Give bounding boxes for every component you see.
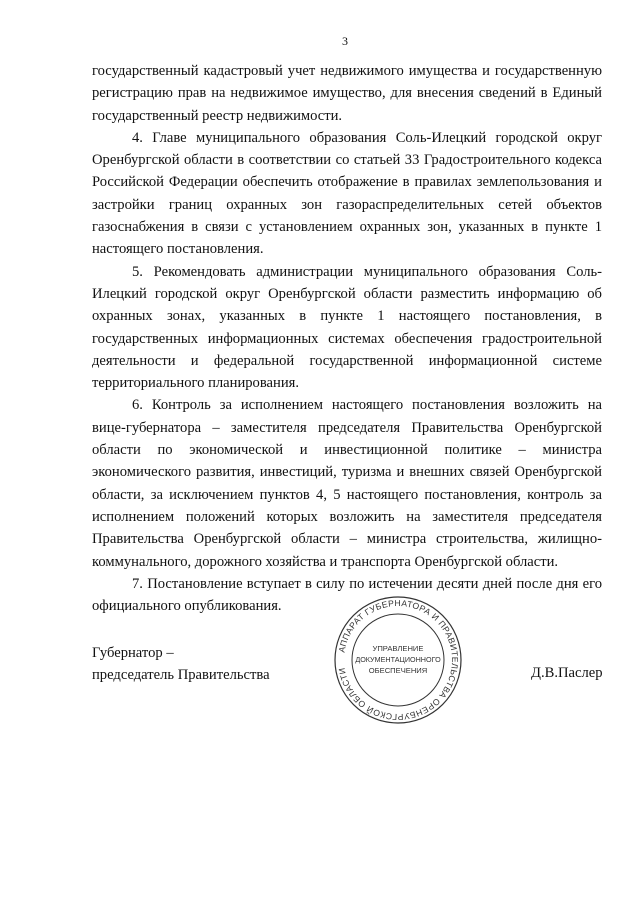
- signatory-name: Д.В.Паслер: [531, 665, 603, 681]
- paragraph-4: 4. Главе муниципального образования Соль-Илецкий городской округ Оренбургской области в соответствии со статьей 33 Градостроительного кодекса Российской Федерации обеспечить отображение в правилах землепользования и застройки границ охранных зон газораспределительных сетей объектов газоснабжения в связи с установлением охранных зон, указанных в пункте 1 настоящего постановления.: [92, 129, 602, 258]
- page-number: 3: [342, 34, 348, 48]
- seal-inner-line1: УПРАВЛЕНИЕ: [372, 644, 424, 653]
- paragraph-7: 7. Постановление вступает в силу по истечении десяти дней после дня его официального опубликования.: [92, 575, 602, 615]
- seal-inner-line3: ОБЕСПЕЧЕНИЯ: [368, 666, 428, 675]
- seal-inner-line2: ДОКУМЕНТАЦИОННОГО: [355, 655, 441, 664]
- document-body: [92, 60, 602, 617]
- official-seal: [333, 595, 463, 725]
- seal-outer-text: АППАРАТ ГУБЕРНАТОРА И ПРАВИТЕЛЬСТВА ОРЕНБУРГСКОЙ ОБЛАСТИ: [336, 597, 461, 723]
- paragraph-continuation: государственный кадастровый учет недвижимого имущества и государственную регистрацию прав на недвижимое имущество, для внесения сведений в Единый государственный реестр недвижимости.: [92, 63, 602, 124]
- signatory-position-line1: Губернатор –: [92, 645, 174, 661]
- signatory-position: [92, 642, 270, 687]
- paragraph-5: 5. Рекомендовать администрации муниципального образования Соль-Илецкий городской округ Оренбургской области разместить информацию об охранных зонах, указанных в пункте 1 настоящего постановления, в государственных информационных системах обеспечения градостроительной деятельности и федеральной государственной информационной системе территориального планирования.: [92, 263, 602, 392]
- paragraph-6: 6. Контроль за исполнением настоящего постановления возложить на вице-губернатора – заместителя председателя Правительства Оренбургской области по экономической и инвестиционной политике – министра экономического развития, инвестиций, туризма и внешних связей Оренбургской области, за исключением пунктов 4, 5 настоящего постановления, контроль за исполнением положений которых возложить на заместителя председателя Правительства Оренбургской области – министра строительства, жилищно-коммунального, дорожного хозяйства и транспорта Оренбургской области.: [92, 397, 602, 570]
- signatory-position-line2: председатель Правительства: [92, 667, 270, 684]
